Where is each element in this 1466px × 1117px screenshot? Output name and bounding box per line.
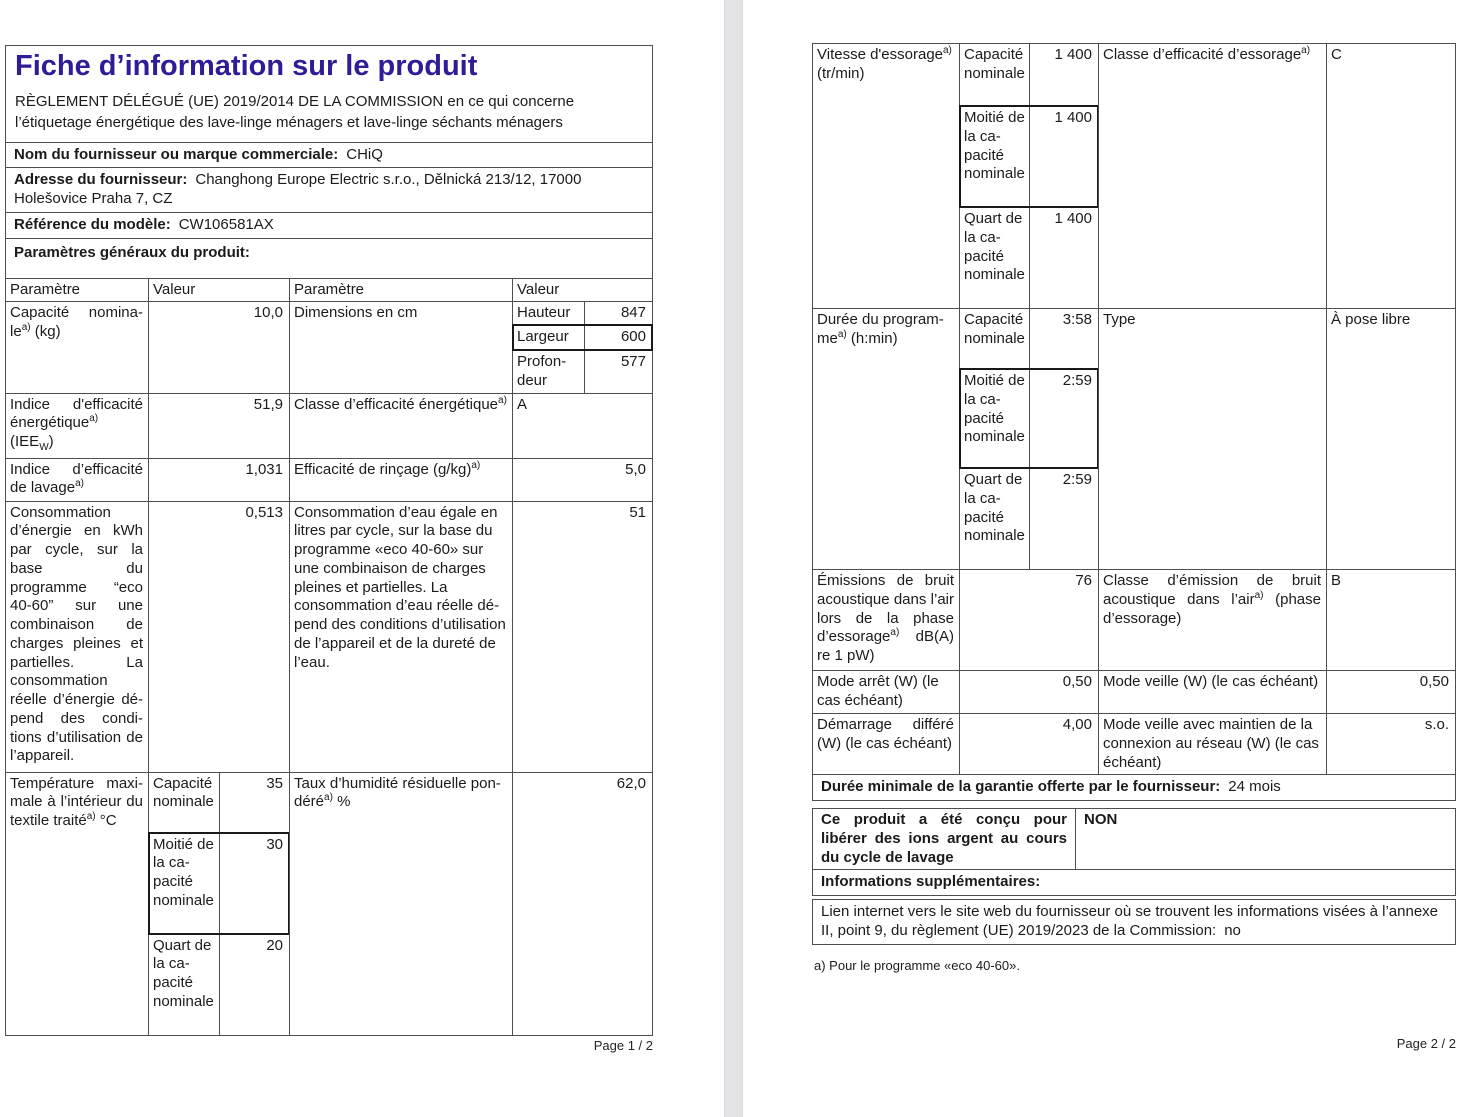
water-consumption-label: Consommation d’eau égale en litres par cycle, sur la base du programme «eco 40-60» sur une combinaison de charges pleines et partielles. La consommation d’eau réelle dépend des conditions d’utilisation de l’appareil et de la dureté de l’eau. [289,502,512,772]
spin-speed-subtable [959,44,1098,308]
header-valeur-1: Valeur [148,279,289,302]
dimension-row-profondeur: Profondeur 577 [513,350,652,393]
page2-table [812,43,1456,775]
dimension-row-largeur: Largeur 600 [513,325,652,350]
duration-row-quarter: Quart de la capacité nominale 2:59 [960,468,1098,569]
energy-consumption-label: Consommation d’énergie en kWh par cycle, sur la base du programme “eco 40-60” sur une combinaison de charges pleines et partielles. La consommation réelle d’énergie dépend des conditions d’utilisation de l’appareil. [10,503,143,765]
row-programme-duration [813,308,1455,569]
page-divider [724,0,743,1117]
row-spin-speed [813,44,1455,308]
model-reference-label: Référence du modèle: [14,215,171,233]
type-value: À pose libre [1326,309,1455,569]
wash-index-value: 1,031 [148,459,289,501]
spin-row-nominal: Capacité nominale 1 400 [960,44,1098,106]
eei-value: 51,9 [148,394,289,458]
duration-row-nominal: Capacité nominale 3:58 [960,309,1098,369]
additional-info-heading: Informations supplémentaires: [812,869,1456,896]
silver-ions-value: NON [1075,809,1455,869]
water-consumption-value: 51 [512,502,652,772]
network-standby-value: s.o. [1326,714,1455,774]
type-label: Type [1098,309,1326,569]
max-temp-row-quarter: Quart de la capacité nominale 20 [149,934,289,1035]
supplier-address-label: Adresse du fournisseur: [14,171,188,189]
duration-subtable [959,309,1098,569]
off-mode-label: Mode arrêt (W) (le cas échéant) [817,673,939,709]
noise-class-value: B [1326,570,1455,670]
noise-class-label: Classe d’émission de bruit acoustique dans l’air$^{a)}$ (phase d’essorage) [1098,570,1326,670]
silver-ions-row [812,808,1456,870]
rinse-label: Efficacité de rinçage $(g/kg)^{a)}$ [289,459,512,501]
delayed-start-value: 4,00 [959,714,1098,774]
eei-label: Indice d'efficacité énergétique$^{a)}$ $(IEE_W)$ [10,395,143,454]
row-off-standby [813,670,1455,713]
noise-value: 76 [959,570,1098,670]
dimensions-subtable [512,302,652,392]
supplier-address-row [6,167,652,212]
row-capacity-dimensions [6,301,652,392]
humidity-value: 62,0 [512,773,652,1035]
humidity-label: Taux d’humidité résiduelle pondéré$^{a)}$ % [289,773,512,1035]
weblink-value: no [1224,921,1241,939]
dimension-row-hauteur: Hauteur 847 [513,302,652,325]
spin-row-quarter: Quart de la capacité nominale 1 400 [960,207,1098,308]
max-temp-row-nominal: Capacité nominale 35 [149,773,289,833]
title-section [6,46,652,142]
row-noise [813,569,1455,670]
capacity-label: Capacité nominale$^{a)}$ (kg) [10,304,143,341]
max-temp-label: Température maximale à l’intérieur du textile traité$^{a)}$ °C [10,774,143,830]
page-2 [812,43,1456,974]
weblink-label: Lien internet vers le site web du fournisseur où se trouvent les informations visées à l’annexe II, point 9, du règlement (UE) 2019/2023 de la Commission: [821,903,1438,939]
supplier-address-value: Changhong Europe Electric s.r.o., Dělnická 213/12, 17000 Holešovice Praha 7, CZ [14,171,582,208]
spin-class-label: Classe d’efficacité d’essorage$^{a)}$ [1098,44,1326,308]
supplier-name-value: CHiQ [346,145,383,163]
spin-row-half: Moitié de la capacité nominale 1 400 [960,106,1098,207]
max-temp-subtable [148,773,289,1035]
supplier-name-label: Nom du fournisseur ou marque commerciale: [14,145,339,163]
page1-table [5,45,653,1036]
standby-label: Mode veille (W) (le cas échéant) [1098,671,1326,713]
header-parametre-2: Paramètre [289,279,512,302]
standby-value: 0,50 [1326,671,1455,713]
network-standby-label: Mode veille avec maintien de la connexion au réseau (W) (le cas échéant) [1098,714,1326,774]
regulation-text: RÈGLEMENT DÉLÉGUÉ (UE) 2019/2014 DE LA COMMISSION en ce qui concerne l’étiquetage énergétique des lave-linge ménagers et lave-linge séchants ménagers [15,92,575,131]
header-parametre-1: Paramètre [10,280,81,298]
model-reference-value: CW106581AX [178,215,274,233]
row-consumption [6,501,652,772]
page2-footer: Page 2 / 2 [1396,1036,1456,1051]
capacity-value: 10,0 [148,302,289,392]
row-delayed-network [813,713,1455,774]
row-energy-efficiency-index [6,393,652,458]
duration-row-half: Moitié de la capacité nominale 2:59 [960,369,1098,468]
energy-class-label: Classe d’efficacité énergétique$^{a)}$ [289,394,512,458]
delayed-start-label: Démarrage différé (W) (le cas échéant) [817,716,954,752]
parameters-table [6,278,652,1035]
supplier-name-row [6,142,652,168]
page-title: Fiche d’information sur le produit [15,50,478,82]
row-max-temperature [6,772,652,1035]
general-parameters-heading: Paramètres généraux du produit: [6,238,652,278]
duration-label: Durée du programme$^{a)}$ (h:min) [817,311,944,347]
wash-index-label: Indice d’efficacité de lavage$^{a)}$ [10,460,143,497]
weblink-row [812,899,1456,945]
rinse-value: 5,0 [512,459,652,501]
table-header-row [6,278,652,302]
warranty-value: 24 mois [1228,778,1281,796]
page-1 [5,45,653,1036]
model-reference-row [6,212,652,238]
footnote: a) Pour le programme «eco 40-60». [814,957,1020,973]
max-temp-row-half: Moitié de la capacité nominale 30 [149,833,289,934]
energy-class-value: A [512,394,652,458]
spin-class-value: C [1326,44,1455,308]
row-wash-index-rinse [6,458,652,501]
warranty-row [812,774,1456,801]
silver-ions-label: Ce produit a été conçu pour libérer des ions argent au cours du cycle de lavage [821,811,1067,866]
spin-speed-label: Vitesse d'essorage$^{a)}$ (tr/min) [817,45,952,82]
page1-footer: Page 1 / 2 [593,1038,653,1053]
energy-consumption-value: 0,513 [148,502,289,772]
warranty-label: Durée minimale de la garantie offerte par le fournisseur: [821,778,1221,796]
dimensions-label: Dimensions en cm [289,302,512,392]
noise-label: Émissions de bruit acoustique dans l’air lors de la phase d’essorage$^{a)}$ dB(A) re 1 pW) [817,572,954,664]
off-mode-value: 0,50 [959,671,1098,713]
header-valeur-2: Valeur [512,279,652,302]
